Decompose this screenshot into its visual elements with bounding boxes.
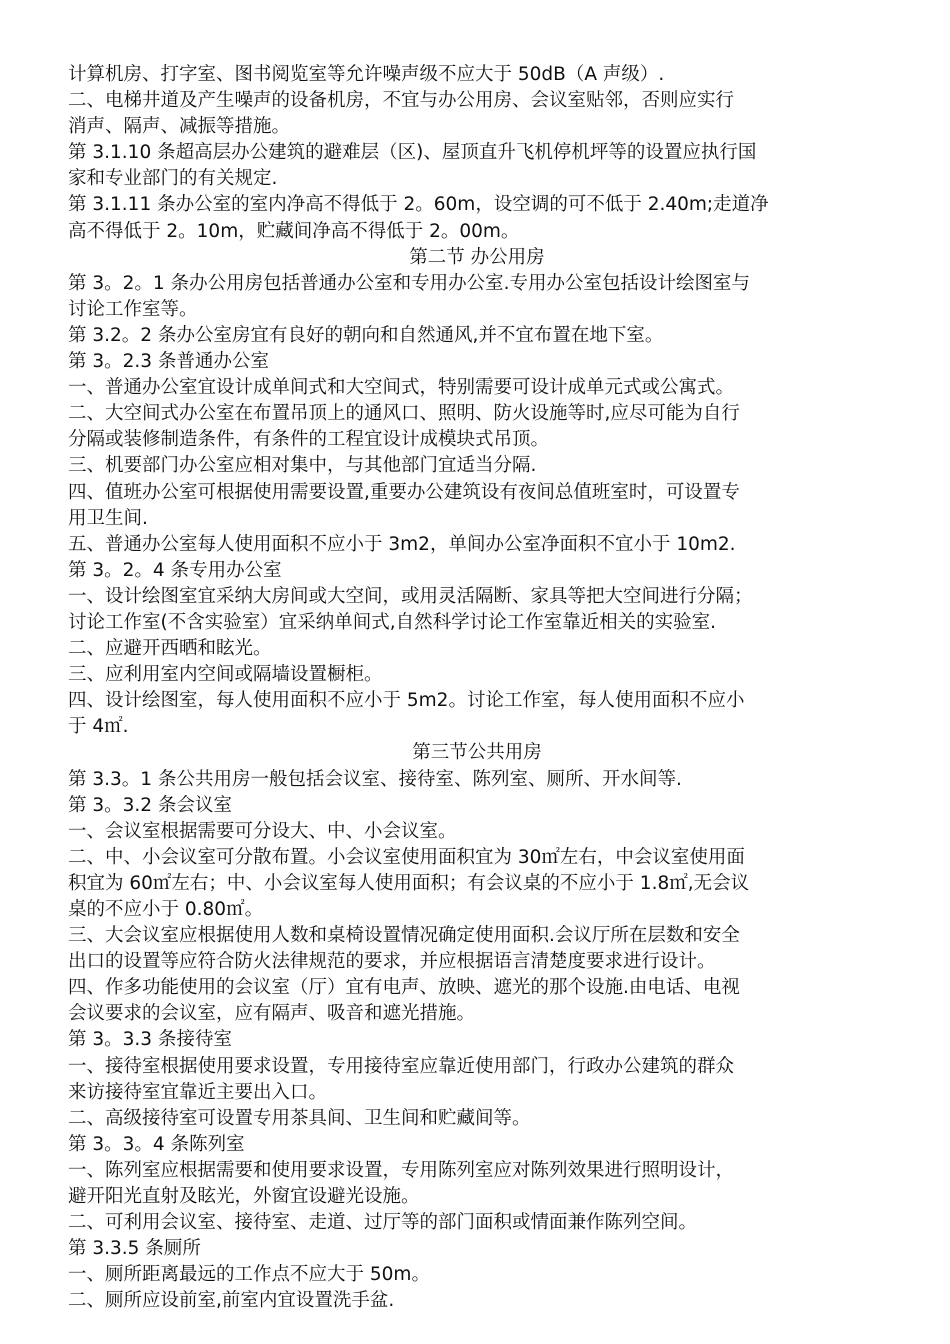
text-line: 四、设计绘图室，每人使用面积不应小于 5m2。讨论工作室，每人使用面积不应小 — [68, 690, 745, 712]
text-line: 第 3。3.2 条会议室 — [68, 794, 232, 816]
text-line: 消声、隔声、减振等措施。 — [68, 116, 291, 138]
text-line: 第 3.1.11 条办公室的室内净高不得低于 2。60m，设空调的可不低于 2.40m;走道净 — [68, 194, 769, 216]
text-line: 一、接待室根据使用要求设置，专用接待室应靠近使用部门，行政办公建筑的群众 — [68, 1055, 735, 1077]
text-line: 桌的不应小于 0.80㎡。 — [68, 899, 264, 920]
text-line: 二、电梯井道及产生噪声的设备机房，不宜与办公用房、会议室贴邻，否则应实行 — [68, 90, 735, 112]
text-line: 四、作多功能使用的会议室（厅）宜有电声、放映、遮光的那个设施.由电话、电视 — [68, 977, 740, 999]
text-line: 第 3.1.10 条超高层办公建筑的避难层（区)、屋顶直升飞机停机坪等的设置应执行国 — [68, 142, 757, 164]
text-line: 五、普通办公室每人使用面积不应小于 3m2，单间办公室净面积不宜小于 10m2. — [68, 533, 736, 555]
section-heading: 第三节公共用房 — [412, 742, 542, 764]
text-line: 第 3.3。1 条公共用房一般包括会议室、接待室、陈列室、厕所、开水间等. — [68, 768, 682, 790]
text-line: 第 3.3.5 条厕所 — [68, 1238, 201, 1260]
text-line: 第 3。2.3 条普通办公室 — [68, 351, 269, 373]
text-line: 讨论工作室(不含实验室）宜采纳单间式,自然科学讨论工作室靠近相关的实验室. — [68, 611, 716, 633]
text-line: 一、设计绘图室宜采纳大房间或大空间，或用灵活隔断、家具等把大空间进行分隔； — [68, 585, 753, 607]
text-line: 第 3。3。4 条陈列室 — [68, 1133, 245, 1155]
text-line: 二、可利用会议室、接待室、走道、过厅等的部门面积或情面兼作陈列空间。 — [68, 1212, 698, 1234]
text-line: 一、厕所距离最远的工作点不应大于 50m。 — [68, 1264, 430, 1286]
text-line: 家和专业部门的有关规定. — [68, 168, 278, 190]
text-line: 积宜为 60㎡左右；中、小会议室每人使用面积；有会议桌的不应小于 1.8㎡,无会议 — [68, 872, 750, 894]
text-line: 一、陈列室应根据需要和使用要求设置，专用陈列室应对陈列效果进行照明设计， — [68, 1159, 735, 1181]
text-line: 第 3.2。2 条办公室房宜有良好的朝向和自然通风,并不宜布置在地下室。 — [68, 324, 664, 346]
text-line: 出口的设置等应符合防火法律规范的要求，并应根据语言清楚度要求进行设计。 — [68, 951, 716, 973]
text-line: 第 3。3.3 条接待室 — [68, 1029, 232, 1051]
text-line: 讨论工作室等。 — [68, 298, 198, 320]
text-line: 二、高级接待室可设置专用茶具间、卫生间和贮藏间等。 — [68, 1107, 531, 1129]
text-line: 于 4㎡. — [68, 716, 129, 738]
text-line: 二、应避开西晒和眩光。 — [68, 638, 272, 660]
text-line: 避开阳光直射及眩光，外窗宜设避光设施。 — [68, 1186, 420, 1208]
text-line: 一、普通办公室宜设计成单间式和大空间式，特别需要可设计成单元式或公寓式。 — [68, 377, 735, 399]
text-line: 四、值班办公室可根据使用需要设置,重要办公建筑设有夜间总值班室时，可设置专 — [68, 481, 740, 503]
document-page — [68, 62, 886, 1315]
text-line: 分隔或装修制造条件，有条件的工程宜设计成模块式吊顶。 — [68, 429, 550, 451]
text-line: 来访接待室宜靠近主要出入口。 — [68, 1081, 328, 1103]
section-heading: 第二节 办公用房 — [409, 246, 545, 268]
text-line: 一、会议室根据需要可分设大、中、小会议室。 — [68, 820, 457, 842]
text-line: 二、厕所应设前室,前室内宜设置洗手盆. — [68, 1290, 395, 1312]
text-line: 三、机要部门办公室应相对集中，与其他部门宜适当分隔. — [68, 455, 537, 477]
text-line: 第 3。2。1 条办公用房包括普通办公室和专用办公室.专用办公室包括设计绘图室与 — [68, 272, 750, 294]
text-line: 用卫生间. — [68, 507, 148, 529]
text-line: 高不得低于 2。10m，贮藏间净高不得低于 2。00m。 — [68, 220, 520, 242]
text-line: 会议要求的会议室，应有隔声、吸音和遮光措施。 — [68, 1003, 476, 1025]
text-line: 二、中、小会议室可分散布置。小会议室使用面积宜为 30㎡左右，中会议室使用面 — [68, 846, 745, 868]
text-line: 三、大会议室应根据使用人数和桌椅设置情况确定使用面积.会议厅所在层数和安全 — [68, 925, 740, 947]
text-line: 三、应利用室内空间或隔墙设置橱柜。 — [68, 664, 383, 686]
text-line: 二、大空间式办公室在布置吊顶上的通风口、照明、防火设施等时,应尽可能为自行 — [68, 403, 740, 425]
text-line: 第 3。2。4 条专用办公室 — [68, 559, 282, 581]
text-line: 计算机房、打字室、图书阅览室等允许噪声级不应大于 50dB（A 声级）. — [68, 64, 665, 85]
